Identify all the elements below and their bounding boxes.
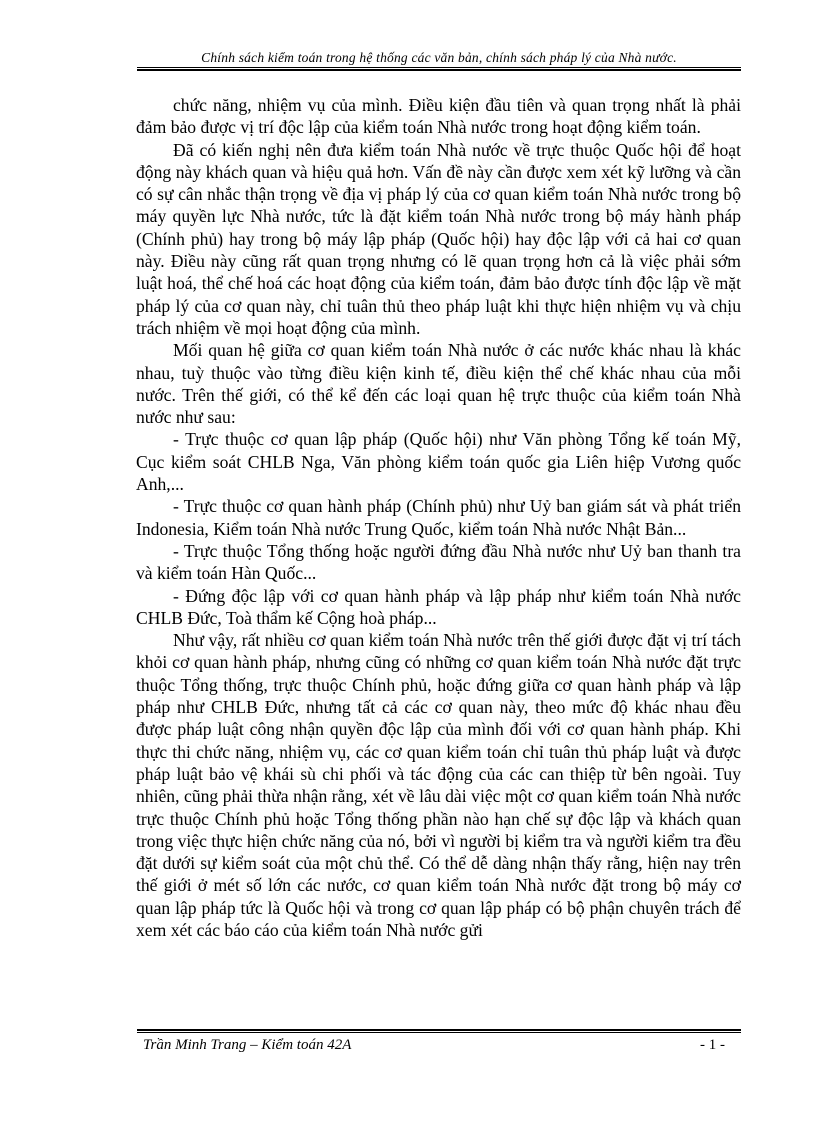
list-item-executive: - Trực thuộc cơ quan hành pháp (Chính phủ) như Uỷ ban giám sát và phát triển Indonesia, Kiểm toán Nhà nước Trung Quốc, kiểm toán Nhà nước Nhật Bản... — [136, 496, 741, 539]
page-number: - 1 - — [700, 1037, 725, 1053]
header-divider — [137, 67, 741, 71]
paragraph-1: chức năng, nhiệm vụ của mình. Điều kiện đầu tiên và quan trọng nhất là phải đảm bảo được vị trí độc lập của kiểm toán Nhà nước trong hoạt động kiểm toán. — [136, 95, 741, 138]
footer-divider — [137, 1029, 741, 1033]
running-header: Chính sách kiểm toán trong hệ thống các văn bản, chính sách pháp lý của Nhà nước. — [201, 50, 677, 65]
paragraph-3: Mối quan hệ giữa cơ quan kiểm toán Nhà nước ở các nước khác nhau là khác nhau, tuỳ thuộc vào từng điều kiện kinh tế, điều kiện thể chế khác nhau của mỗi nước. Trên thế giới, có thể kể đến các loại quan hệ trực thuộc của kiểm toán Nhà nước như sau: — [136, 340, 741, 428]
list-item-independent: - Đứng độc lập với cơ quan hành pháp và lập pháp như kiểm toán Nhà nước CHLB Đức, Toà thẩm kế Cộng hoà pháp... — [136, 585, 741, 628]
paragraph-2: Đã có kiến nghị nên đưa kiểm toán Nhà nước về trực thuộc Quốc hội để hoạt động này khách quan và hiệu quả hơn. Vấn đề này cần được xem xét kỹ lưỡng và cần có sự cân nhắc thận trọng về địa vị pháp lý của cơ quan kiểm toán Nhà nước trong bộ máy quyền lực Nhà nước, tức là đặt kiểm toán Nhà nước trong bộ máy hành pháp (Chính phủ) hay trong bộ máy lập pháp (Quốc hội) hay độc lập với cả hai cơ quan này. Điều này cũng rất quan trọng nhưng có lẽ quan trọng hơn cả là việc phải sớm luật hoá, thể chế hoá các hoạt động của kiểm toán, đảm bảo được tính độc lập về mặt pháp lý của cơ quan này, chỉ tuân thủ theo pháp luật khi thực hiện nhiệm vụ và chịu trách nhiệm về mọi hoạt động của mình. — [136, 139, 741, 338]
footer-author: Trần Minh Trang – Kiểm toán 42A — [143, 1037, 352, 1053]
body-text — [136, 94, 741, 941]
list-item-president: - Trực thuộc Tổng thống hoặc người đứng đầu Nhà nước như Uỷ ban thanh tra và kiểm toán Hàn Quốc... — [136, 540, 741, 584]
list-item-legislative: - Trực thuộc cơ quan lập pháp (Quốc hội) như Văn phòng Tổng kế toán Mỹ, Cục kiểm soát CHLB Nga, Văn phòng kiểm toán quốc gia Liên hiệp Vương quốc Anh,... — [136, 429, 741, 495]
paragraph-conclusion: Như vậy, rất nhiều cơ quan kiểm toán Nhà nước trên thế giới được đặt vị trí tách khỏi cơ quan hành pháp, nhưng cũng có những cơ quan kiểm toán Nhà nước đặt trực thuộc Tổng thống, trực thuộc Chính phủ, hoặc đứng giữa cơ quan hành pháp và lập pháp như CHLB Đức, nhưng tất cả các cơ quan này, theo mức độ khác nhau đều được pháp luật công nhận quyền độc lập của mình đối với cơ quan hành pháp. Khi thực thi chức năng, nhiệm vụ, các cơ quan kiểm toán chỉ tuân thủ pháp luật và được pháp luật bảo vệ khái sù chi phối và tác động của các can thiệp từ bên ngoài. Tuy nhiên, cũng phải thừa nhận rằng, xét về lâu dài việc một cơ quan kiểm toán Nhà nước trực thuộc Chính phủ hoặc Tổng thống phần nào hạn chế sự độc lập và khách quan trong việc thực hiện chức năng của nó, bởi vì người bị kiểm tra và người kiểm tra đều đặt dưới sự kiểm soát của một chủ thể. Có thể dễ dàng nhận thấy rằng, hiện nay trên thế giới ở mét số lớn các nước, cơ quan kiểm toán Nhà nước đặt trong bộ máy cơ quan lập pháp tức là Quốc hội và trong cơ quan lập pháp có bộ phận chuyên trách để xem xét các báo cáo của kiểm toán Nhà nước gửi — [136, 630, 741, 940]
